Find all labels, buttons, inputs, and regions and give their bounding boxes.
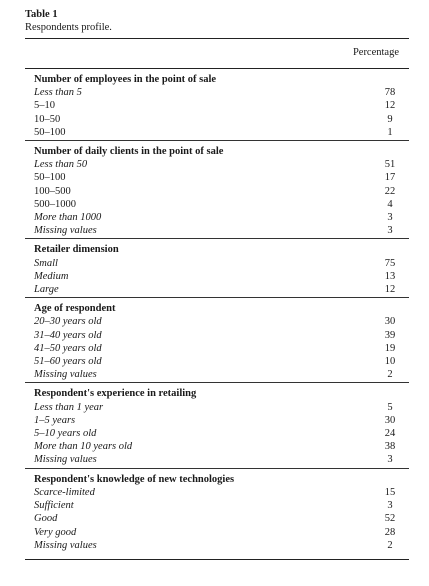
row-value: 30	[384, 414, 396, 426]
row-value: 39	[384, 329, 396, 341]
row-label: Scarce-limited	[34, 486, 95, 498]
table-row	[25, 198, 409, 211]
table-row	[25, 224, 409, 237]
table-title: Table 1	[25, 9, 58, 20]
row-label: 31–40 years old	[34, 329, 102, 341]
table-row	[25, 257, 409, 270]
table-row	[25, 211, 409, 224]
table-row	[25, 355, 409, 368]
table-row	[25, 368, 409, 381]
table-row	[25, 185, 409, 198]
table-section	[25, 383, 409, 468]
table-row	[25, 414, 409, 427]
row-label: Less than 1 year	[34, 401, 104, 413]
row-label: 20–30 years old	[34, 316, 102, 328]
row-value: 3	[387, 212, 393, 224]
column-header-percentage: Percentage	[352, 47, 399, 58]
table-row	[25, 86, 409, 99]
row-value: 78	[384, 87, 396, 99]
table-row	[25, 113, 409, 126]
section-title: Number of daily clients in the point of sale	[34, 146, 224, 158]
table-caption	[25, 8, 112, 34]
row-label: 500–1000	[34, 198, 76, 210]
row-label: More than 10 years old	[34, 441, 133, 453]
row-label: Small	[34, 257, 58, 269]
table-row	[25, 401, 409, 414]
row-value: 15	[384, 486, 396, 498]
table-body	[25, 69, 409, 553]
row-label: 10–50	[34, 113, 61, 125]
row-value: 2	[387, 539, 393, 551]
row-value: 12	[384, 100, 396, 112]
row-value: 38	[384, 441, 396, 453]
top-rule	[25, 38, 409, 39]
section-title: Retailer dimension	[34, 244, 119, 256]
row-label: Less than 5	[34, 87, 82, 99]
row-value: 9	[387, 113, 393, 125]
row-value: 3	[387, 454, 393, 466]
bottom-rule	[25, 559, 409, 560]
row-label: Missing values	[34, 539, 97, 551]
table-section	[25, 69, 409, 141]
row-value: 3	[387, 225, 393, 237]
table-section	[25, 239, 409, 298]
table-row	[25, 486, 409, 499]
row-value: 28	[384, 526, 396, 538]
row-label: Less than 50	[34, 159, 88, 171]
row-label: 100–500	[34, 185, 71, 197]
row-value: 5	[387, 401, 393, 413]
table-subtitle: Respondents profile.	[25, 22, 112, 33]
table-row	[25, 171, 409, 184]
row-label: Large	[34, 284, 59, 296]
row-value: 10	[384, 356, 396, 368]
section-title: Number of employees in the point of sale	[34, 74, 217, 85]
table-row	[25, 512, 409, 525]
row-label: Sufficient	[34, 500, 74, 512]
row-label: Medium	[34, 270, 69, 282]
row-value: 2	[387, 369, 393, 381]
row-value: 4	[387, 198, 393, 210]
row-value: 13	[384, 270, 396, 282]
row-value: 17	[384, 172, 396, 184]
table-row	[25, 315, 409, 328]
table-row	[25, 427, 409, 440]
table-row	[25, 440, 409, 453]
table-row	[25, 539, 409, 552]
row-label: Missing values	[34, 369, 97, 381]
table-row	[25, 270, 409, 283]
table-row	[25, 499, 409, 512]
row-label: Good	[34, 513, 58, 525]
table-row	[25, 283, 409, 296]
row-label: 51–60 years old	[34, 356, 102, 368]
table-row	[25, 329, 409, 342]
row-label: 5–10	[34, 100, 55, 112]
section-title: Respondent's knowledge of new technologies	[34, 473, 235, 485]
row-label: More than 1000	[34, 212, 102, 224]
row-label: Very good	[34, 526, 77, 538]
row-label: Missing values	[34, 225, 97, 237]
row-label: Missing values	[34, 454, 97, 466]
section-title: Respondent's experience in retailing	[34, 388, 197, 400]
row-value: 1	[387, 126, 393, 138]
row-value: 24	[384, 428, 396, 440]
row-value: 51	[384, 159, 396, 171]
table-section	[25, 469, 409, 553]
row-value: 52	[384, 513, 396, 525]
table-row	[25, 526, 409, 539]
table-row	[25, 158, 409, 171]
table-row	[25, 453, 409, 466]
row-value: 19	[384, 342, 396, 354]
table-row	[25, 126, 409, 139]
row-label: 41–50 years old	[34, 342, 102, 354]
row-label: 5–10 years old	[34, 428, 97, 440]
table-row	[25, 342, 409, 355]
row-value: 75	[384, 257, 396, 269]
table-row	[25, 99, 409, 112]
row-value: 12	[384, 284, 396, 296]
row-value: 30	[384, 316, 396, 328]
table-section	[25, 298, 409, 383]
section-title: Age of respondent	[34, 303, 116, 315]
row-label: 50–100	[34, 126, 66, 138]
row-value: 3	[387, 500, 393, 512]
row-label: 50–100	[34, 172, 66, 184]
row-label: 1–5 years	[34, 414, 76, 426]
row-value: 22	[384, 185, 396, 197]
table-section	[25, 141, 409, 239]
